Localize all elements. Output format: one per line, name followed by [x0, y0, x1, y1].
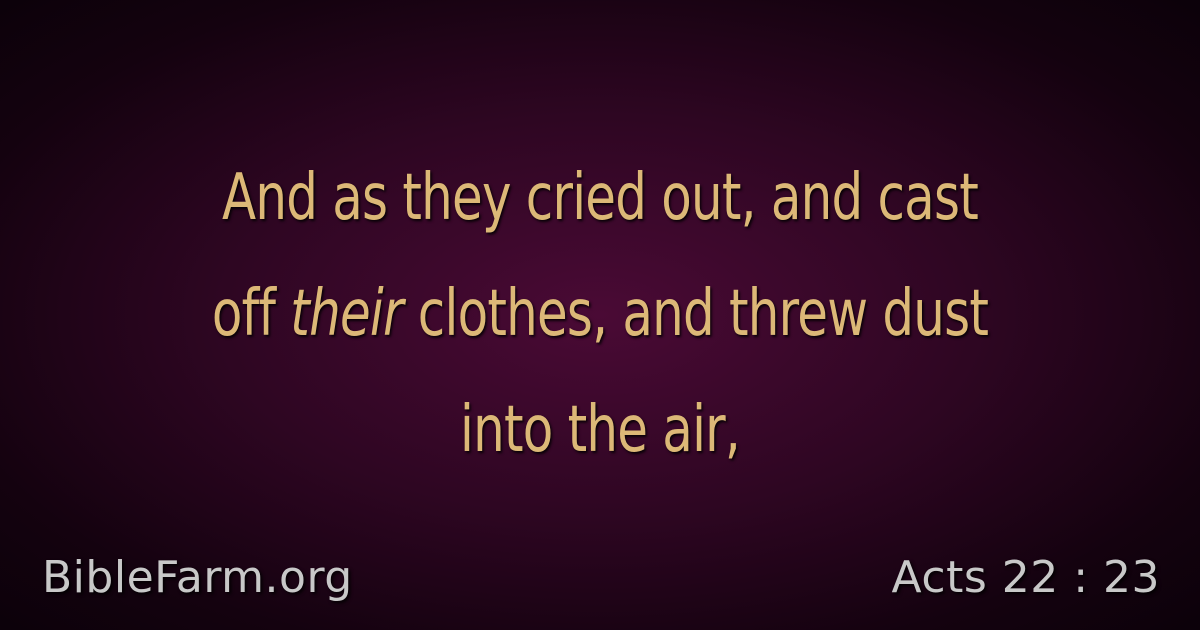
verse-italic-word: their — [290, 277, 403, 351]
verse-text — [163, 140, 1037, 488]
verse-line-2-start: off — [211, 277, 276, 351]
site-name: BibleFarm.org — [42, 552, 353, 603]
verse-line-2-end: clothes, and threw dust — [417, 277, 989, 351]
verse-line-2 — [163, 256, 1037, 372]
verse-line-3: into the air, — [460, 393, 740, 467]
verse-reference: Acts 22 : 23 — [891, 552, 1160, 603]
verse-line-1: And as they cried out, and cast — [222, 161, 978, 235]
